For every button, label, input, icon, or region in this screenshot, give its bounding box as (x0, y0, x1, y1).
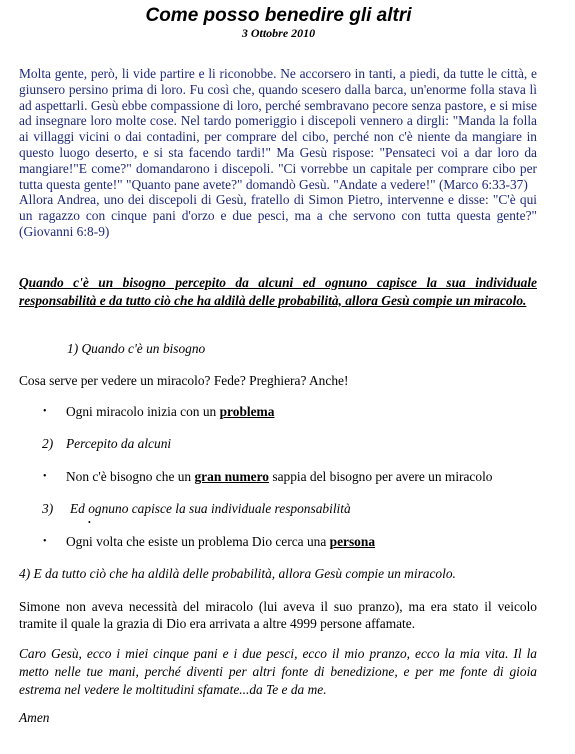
page-title: Come posso benedire gli altri (145, 5, 412, 26)
question-line: Cosa serve per vedere un miracolo? Fede? Preghiera? Anche! (19, 373, 349, 388)
bullet-2-keyword: gran numero (194, 469, 270, 484)
point-3-heading: Ed ognuno capisce la sua individuale responsabilità (70, 501, 351, 516)
point-4-heading: 4) E da tutto ciò che ha aldilà delle probabilità, allora Gesù compie un miracolo. (19, 566, 456, 581)
bullet-2 (66, 469, 493, 485)
bullet-1-text: Ogni miracolo inizia con un (66, 404, 220, 419)
prayer-paragraph: Caro Gesù, ecco i miei cinque pani e i due pesci, ecco il mio pranzo, ecco la mia vita. Il la metto nelle tue mani, perché diventi per altri fonte di benedizione, e per me fonte di gioia estrema nel vedere le moltitudini sfamate...da Te e da me. (19, 646, 537, 697)
bullet-2-dot: • (43, 471, 47, 482)
simone-paragraph: Simone non aveva necessità del miracolo (lui aveva il suo pranzo), ma era stato il veicolo tramite il quale la grazia di Dio era arrivata a altre 4999 persone affamate. (19, 599, 537, 631)
bullet-1-keyword: problema (219, 404, 275, 419)
closing-amen: Amen (19, 710, 50, 725)
scripture-block (19, 66, 537, 240)
point-2-number: 2) (42, 436, 54, 451)
bullet-2-text-a: Non c'è bisogno che un (66, 469, 195, 484)
scripture-paragraph-2: Allora Andrea, uno dei discepoli di Gesù, fratello di Simon Pietro, intervenne e disse: "C'è qui un ragazzo con cinque pani d'orzo e due pesci, ma a che servono con tutta questa gente?" (Giovanni 6:8-9) (19, 192, 537, 239)
point-1-heading: 1) Quando c'è un bisogno (67, 341, 206, 356)
key-statement-text: Quando c'è un bisogno percepito da alcuni ed ognuno capisce la sua individuale responsabilità e da tutto ciò che ha aldilà delle probabilità, allora Gesù compie un miracolo. (19, 275, 537, 308)
point-3-number: 3) (42, 501, 54, 516)
page-date: 3 Ottobre 2010 (241, 26, 316, 40)
bullet-1 (66, 404, 274, 420)
bullet-3 (66, 534, 375, 550)
key-statement (19, 274, 537, 309)
bullet-3-keyword: persona (329, 534, 376, 549)
bullet-1-dot: • (43, 406, 47, 417)
point-2-heading: Percepito da alcuni (66, 436, 172, 451)
bullet-3-text: Ogni volta che esiste un problema Dio cerca una (66, 534, 330, 549)
stray-bullet-dot: • (88, 518, 91, 527)
bullet-3-dot: • (43, 536, 47, 547)
scripture-paragraph-1: Molta gente, però, li vide partire e li riconobbe. Ne accorsero in tanti, a piedi, da tutte le città, e giunsero persino prima di loro. Fu così che, quando scesero dalla barca, un'enorme folla stava lì ad aspettarli. Gesù ebbe compassione di loro, perché sembravano pecore senza pastore, e si mise ad insegnare loro molte cose. Nel tardo pomeriggio i discepoli vennero a dirgli: "Manda la folla ai villaggi vicini o dai contadini, per comprare del cibo, perché non c'è niente da mangiare in questo luogo deserto, e si sta facendo tardi!" Ma Gesù rispose: "Pensateci voi a dar loro da mangiare!"E come?" domandarono i discepoli. "Ci vorrebbe un capitale per comprare cibo per tutta questa gente!" "Quanto pane avete?" domandò Gesù. "Andate a vedere!" (Marco 6:33-37) (19, 66, 537, 192)
bullet-2-text-b: sappia del bisogno per avere un miracolo (269, 469, 493, 484)
